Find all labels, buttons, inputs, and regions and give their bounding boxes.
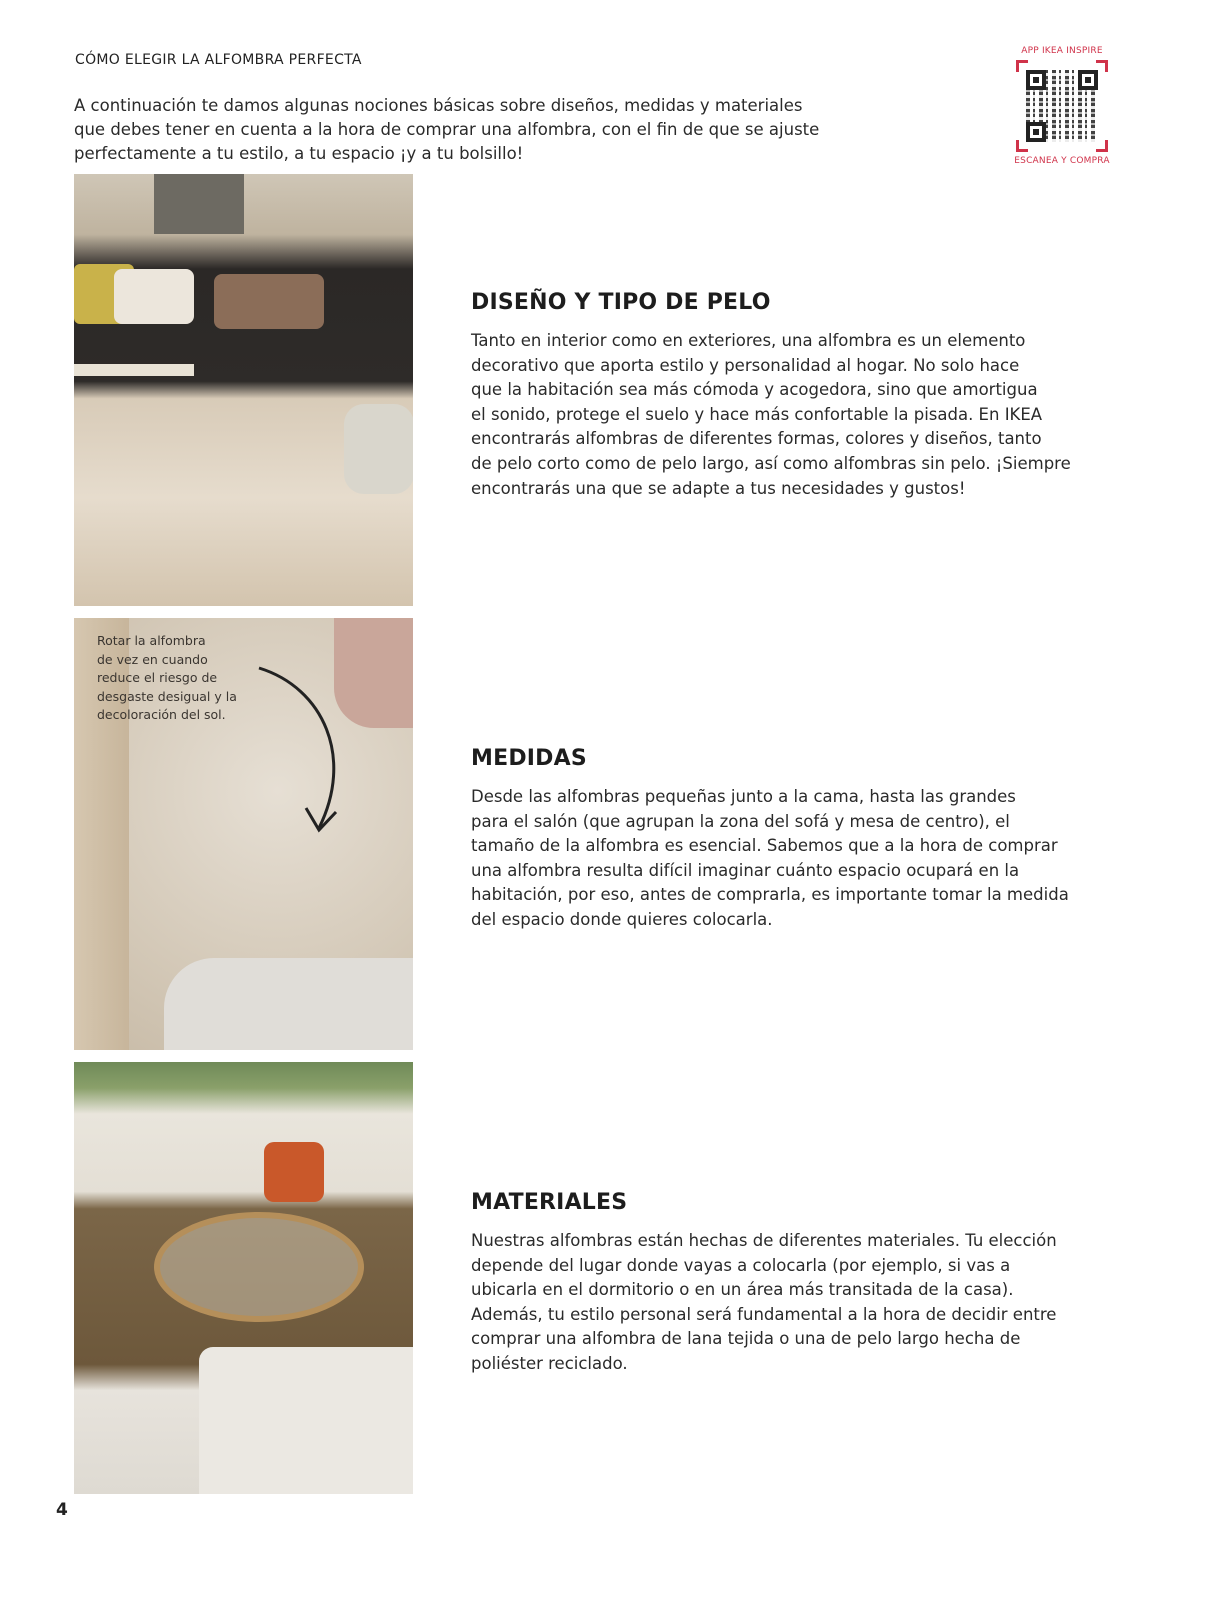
rug-closeup-photo	[74, 618, 413, 1050]
intro-line: que debes tener en cuenta a la hora de comprar una alfombra, con el fin de que se ajuste	[74, 120, 820, 139]
sofa-jute-rug-photo	[74, 1062, 413, 1494]
section-body-sizes: Desde las alfombras pequeñas junto a la cama, hasta las grandes para el salón (que agrupan la zona del sofá y mesa de centro), el tamaño de la alfombra es esencial. Sabemos que a la hora de comprar una alfombra resulta difícil imaginar cuánto espacio ocupará en la habitación, por eso, antes de comprarla, es importante tomar la medida del espacio donde quieres colocarla.	[471, 787, 1069, 929]
qr-code-block[interactable]	[1010, 46, 1114, 176]
intro-text	[74, 94, 819, 166]
qr-code-icon	[1016, 60, 1108, 152]
section-heading-materials: MATERIALES	[471, 1190, 628, 1215]
page-number: 4	[56, 1500, 68, 1520]
living-room-rug-photo	[74, 174, 413, 606]
section-body-design: Tanto en interior como en exteriores, una alfombra es un elemento decorativo que aporta estilo y personalidad al hogar. No solo hace que la habitación sea más cómoda y acogedora, sino que amortigua el sonido, protege el suelo y hace más confortable la pisada. En IKEA encontrarás alfombras de diferentes formas, colores y diseños, tanto de pelo corto como de pelo largo, así como alfombras sin pelo. ¡Siempre encontrarás una que se adapte a tus necesidades y gustos!	[471, 331, 1071, 498]
page-kicker: CÓMO ELEGIR LA ALFOMBRA PERFECTA	[75, 52, 362, 68]
intro-line: perfectamente a tu estilo, a tu espacio ¡y a tu bolsillo!	[74, 144, 524, 163]
image-caption: Rotar la alfombra de vez en cuando reduce el riesgo de desgaste desigual y la decoloración del sol.	[97, 633, 237, 722]
rotation-arrow-icon	[244, 658, 364, 838]
qr-top-label: APP IKEA INSPIRE	[1021, 46, 1103, 56]
section-heading-design: DISEÑO Y TIPO DE PELO	[471, 290, 771, 315]
intro-line: A continuación te damos algunas nociones básicas sobre diseños, medidas y materiales	[74, 96, 803, 115]
qr-bottom-label: ESCANEA Y COMPRA	[1014, 156, 1110, 166]
section-heading-sizes: MEDIDAS	[471, 746, 587, 771]
section-body-materials: Nuestras alfombras están hechas de diferentes materiales. Tu elección depende del lugar donde vayas a colocarla (por ejemplo, si vas a ubicarla en el dormitorio o en un área más transitada de la casa). Además, tu estilo personal será fundamental a la hora de decidir entre comprar una alfombra de lana tejida o una de pelo largo hecha de poliéster reciclado.	[471, 1231, 1057, 1373]
